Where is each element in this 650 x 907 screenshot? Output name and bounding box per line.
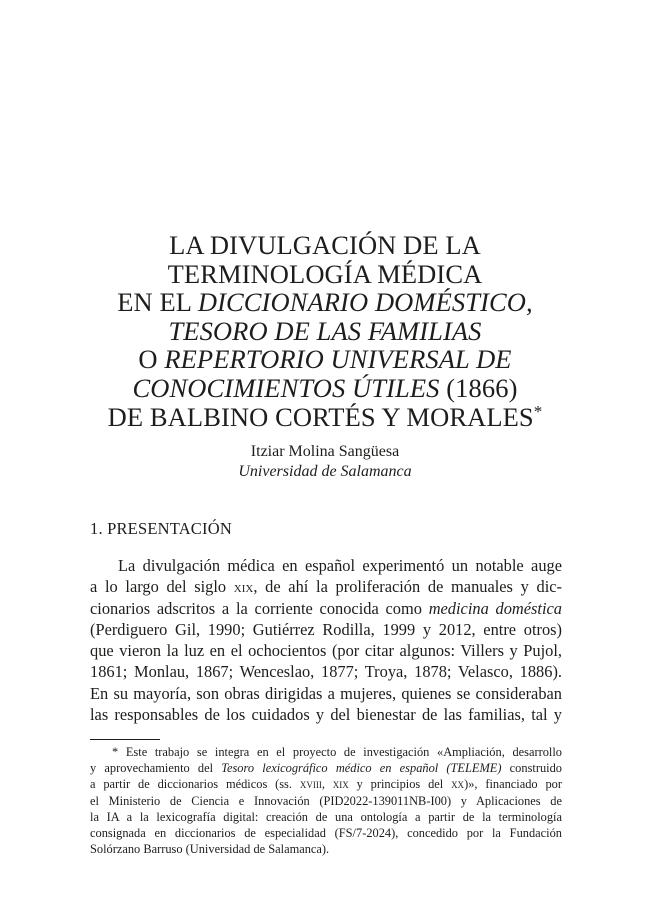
title-line: CONOCIMIENTOS ÚTILES (1866)	[132, 372, 518, 403]
title-line: O REPERTORIO UNIVERSAL DE	[138, 344, 512, 375]
title-line: TESORO DE LAS FAMILIAS	[168, 315, 482, 346]
footnote-line: consignada en diccionarios de especialidad (FS/7-2024), concedido por la Fundación	[90, 825, 562, 840]
author-name: Itziar Molina Sangüesa	[250, 443, 400, 460]
footnote-line: Solórzano Barruso (Universidad de Salamanca).	[90, 842, 330, 857]
footnote-line: la IA a la lexicografía digital: creación de una ontología a partir de la terminología	[90, 809, 562, 824]
body-line: La divulgación médica en español experimentó un notable auge	[118, 556, 562, 575]
body-paragraph	[90, 555, 562, 725]
footnote-line: * Este trabajo se integra en el proyecto de investigación «Ampliación, desarrollo	[112, 745, 562, 759]
article-title	[60, 231, 590, 431]
body-line: (Perdiguero Gil, 1990; Gutiérrez Rodilla, 1999 y 2012, entre otros)	[90, 619, 562, 639]
title-line: LA DIVULGACIÓN DE LA	[169, 230, 481, 260]
section-heading: 1. PRESENTACIÓN	[90, 519, 232, 538]
footnote-line: a partir de diccionarios médicos (ss. xviii, xix y principios del xx)», financiado por	[90, 777, 562, 792]
footnote-line: el Ministerio de Ciencia e Innovación (PID2022-139011NB-I00) y Aplicaciones de	[90, 793, 562, 808]
footnote-marker[interactable]: *	[533, 401, 543, 421]
body-line: En su mayoría, son obras dirigidas a mujeres, quienes se consideraban	[90, 683, 562, 703]
footnote	[90, 744, 562, 857]
footnote-line: y aprovechamiento del Tesoro lexicográfico médico en español (TELEME) construido	[90, 761, 562, 776]
body-line: cionarios adscritos a la corriente conocida como medicina doméstica	[90, 598, 563, 618]
title-line: DE BALBINO CORTÉS Y MORALES*	[107, 401, 543, 432]
footnote-divider	[90, 739, 160, 740]
body-line: a lo largo del siglo xix, de ahí la proliferación de manuales y dic-	[90, 577, 563, 597]
title-line: EN EL DICCIONARIO DOMÉSTICO,	[117, 287, 533, 318]
title-line: TERMINOLOGÍA MÉDICA	[167, 258, 483, 289]
body-line: 1861; Monlau, 1867; Wenceslao, 1877; Troya, 1878; Velasco, 1886).	[90, 662, 562, 682]
body-line: que vieron la luz en el ochocientos (por citar algunos: Villers y Pujol,	[90, 641, 562, 661]
author-affiliation: Universidad de Salamanca	[238, 463, 412, 480]
body-line: las responsables de los cuidados y del bienestar de las familias, tal y	[90, 705, 562, 725]
